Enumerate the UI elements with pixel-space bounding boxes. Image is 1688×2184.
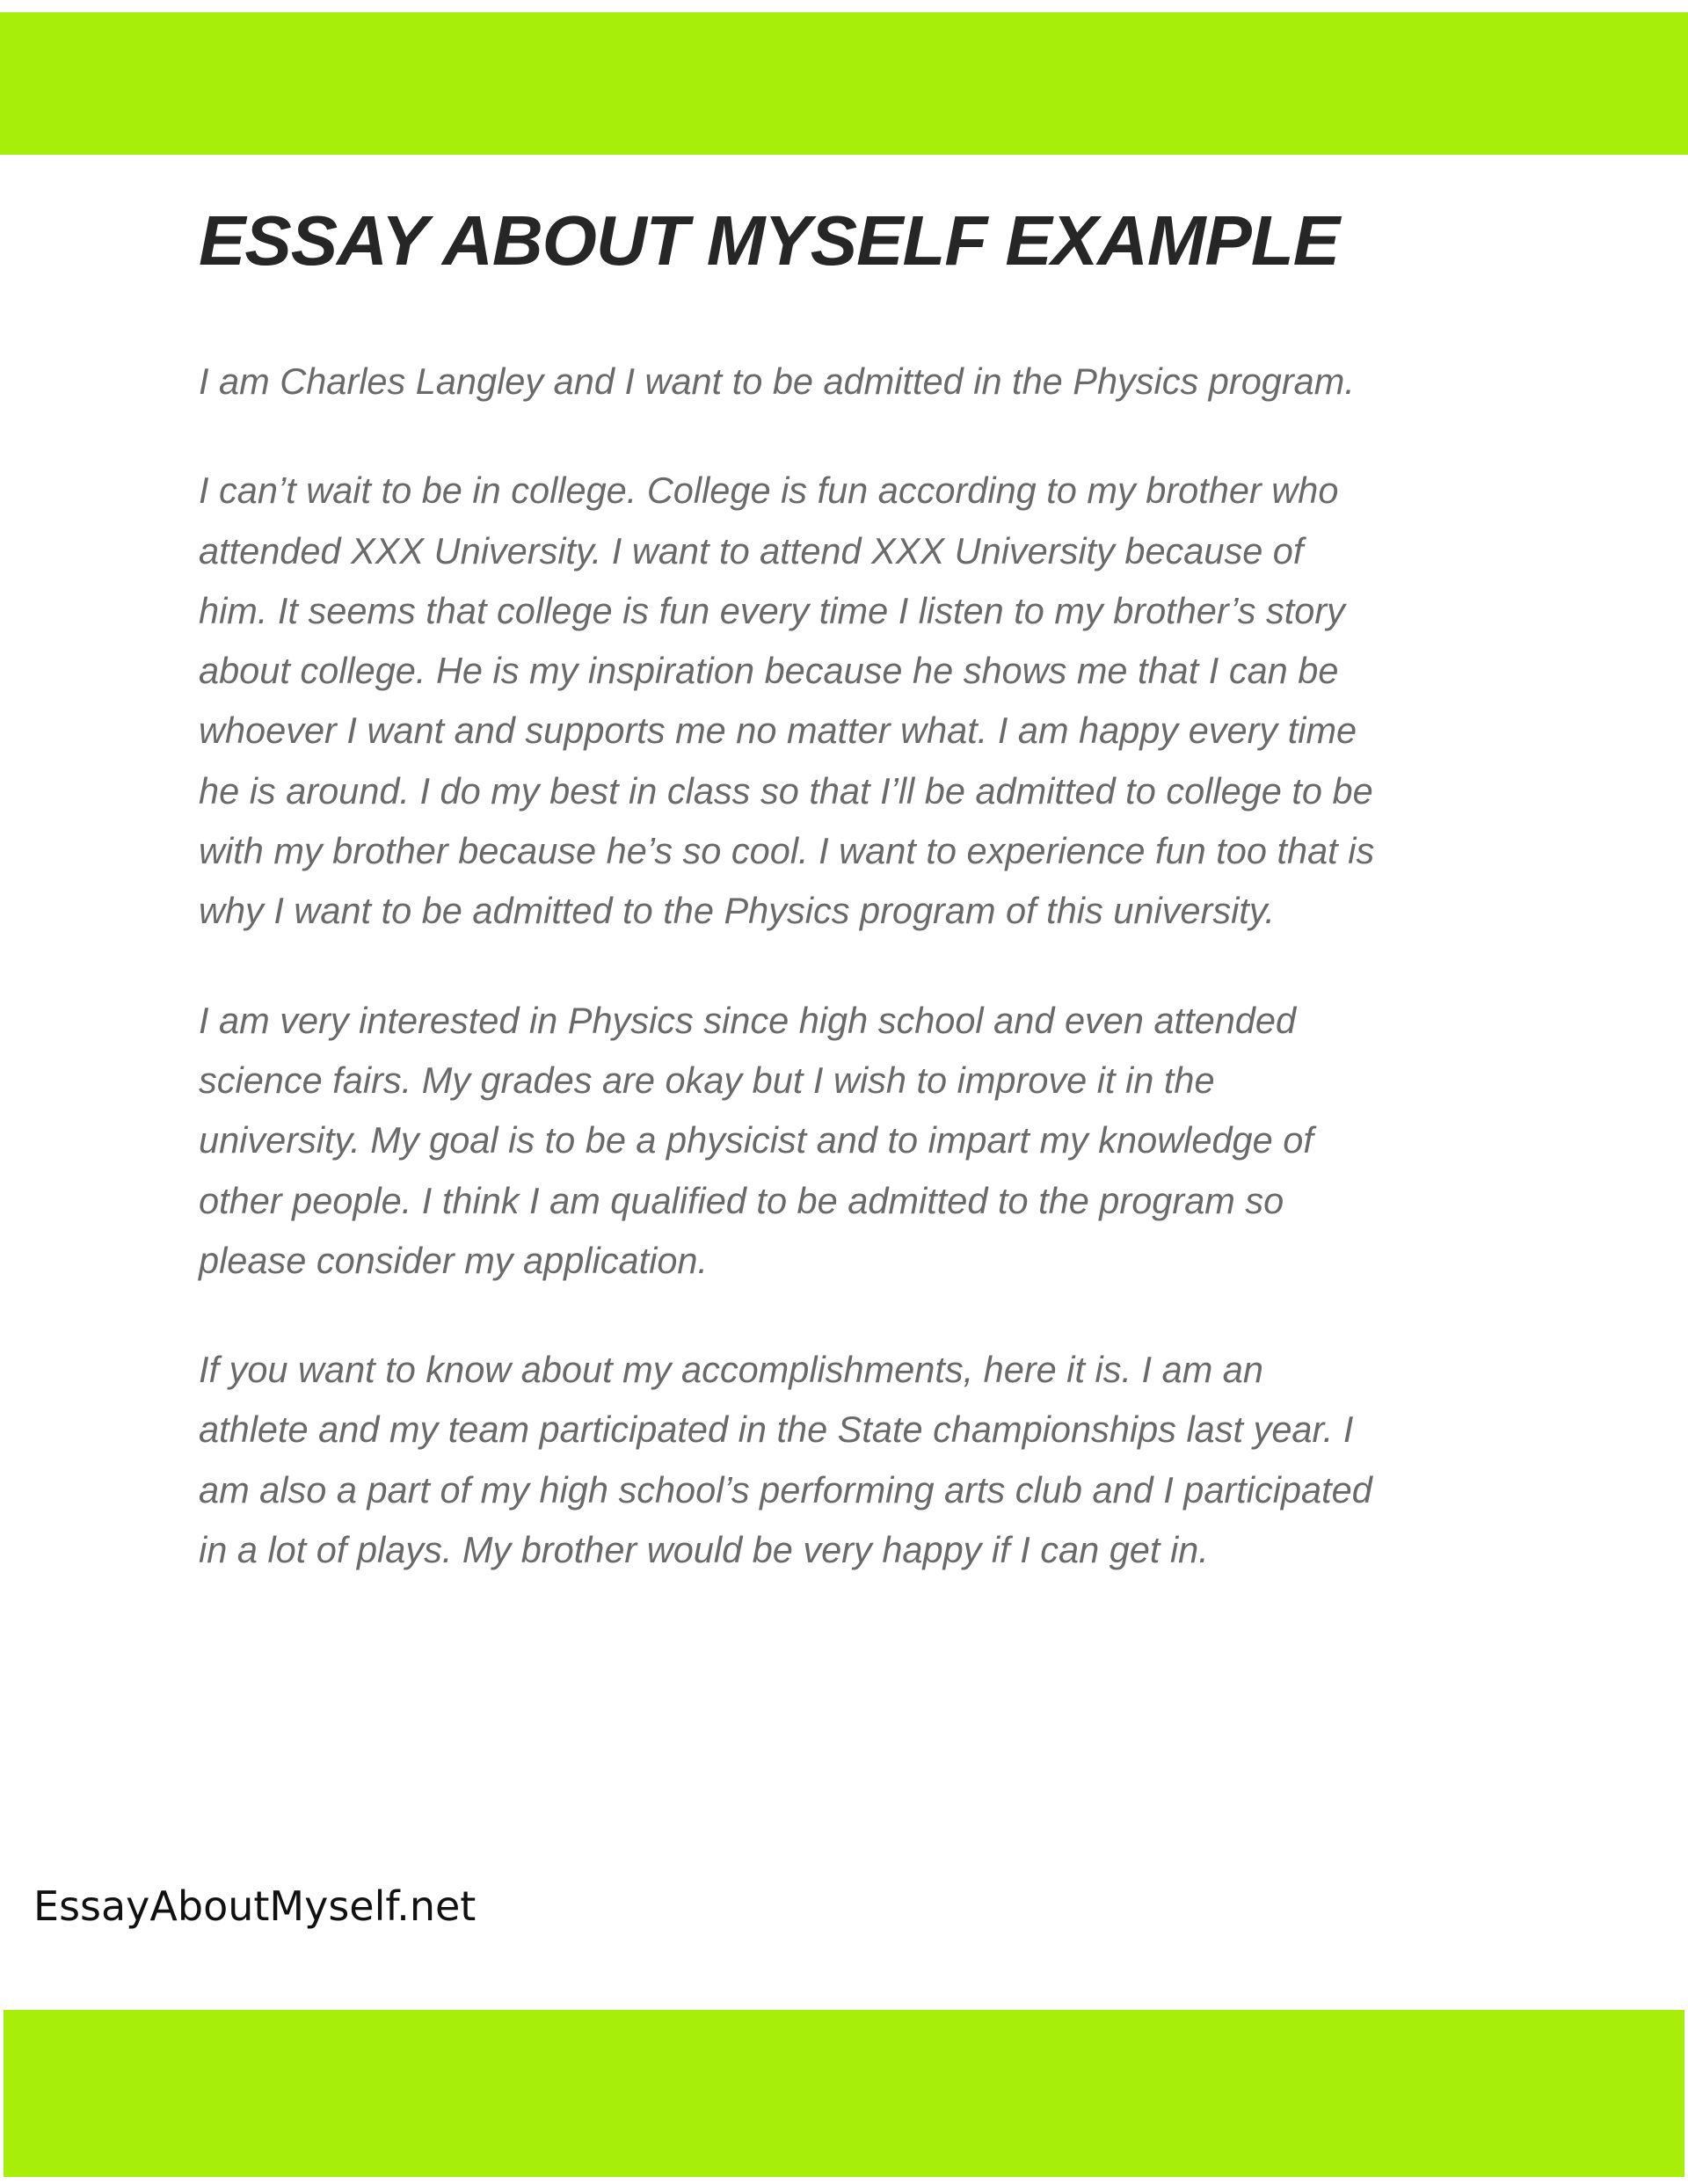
essay-paragraph [199, 1340, 1517, 1580]
essay-line: other people. I think I am qualified to be admitted to the program so [199, 1179, 1284, 1221]
essay-line: attended XXX University. I want to attend XXX University because of [199, 529, 1304, 571]
essay-line: science fairs. My grades are okay but I wish to improve it in the [199, 1059, 1215, 1101]
page-title: ESSAY ABOUT MYSELF EXAMPLE [199, 201, 1340, 280]
essay-line: athlete and my team participated in the State championships last year. I [199, 1409, 1354, 1451]
essay-paragraph [199, 461, 1517, 941]
site-name: EssayAboutMyself.net [33, 1882, 477, 1930]
essay-line: If you want to know about my accomplishments, here it is. I am an [199, 1349, 1263, 1391]
essay-line: am also a part of my high school’s performing arts club and I participated [199, 1468, 1372, 1511]
essay-line: why I want to be admitted to the Physics program of this university. [199, 890, 1276, 932]
essay-line: he is around. I do my best in class so that I’ll be admitted to college to be [199, 769, 1373, 812]
essay-line: please consider my application. [199, 1239, 709, 1281]
essay-line: him. It seems that college is fun every time I listen to my brother’s story [199, 589, 1345, 631]
bottom-accent-band [4, 2010, 1684, 2177]
essay-line: whoever I want and supports me no matter what. I am happy every time [199, 710, 1357, 752]
essay-line: in a lot of plays. My brother would be very happy if I can get in. [199, 1529, 1209, 1571]
essay-line: university. My goal is to be a physicist and to impart my knowledge of [199, 1119, 1313, 1161]
essay-paragraph [199, 352, 1517, 411]
top-accent-band [0, 12, 1688, 155]
essay-body [199, 352, 1517, 1580]
essay-line: with my brother because he’s so cool. I want to experience fun too that is [199, 830, 1375, 872]
essay-line: I am very interested in Physics since high school and even attended [199, 999, 1297, 1041]
essay-line: I am Charles Langley and I want to be admitted in the Physics program. [199, 360, 1355, 402]
essay-paragraph [199, 991, 1517, 1291]
essay-line: I can’t wait to be in college. College is fun according to my brother who [199, 470, 1339, 512]
essay-line: about college. He is my inspiration because he shows me that I can be [199, 650, 1339, 692]
